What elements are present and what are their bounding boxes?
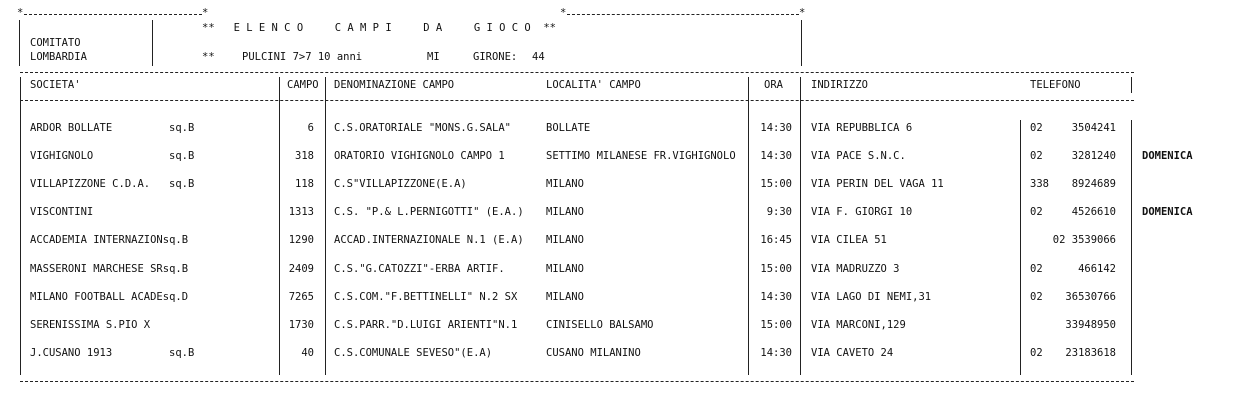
cell-indirizzo: VIA LAGO DI NEMI,31 bbox=[811, 291, 932, 303]
cell-indirizzo: VIA PACE S.N.C. bbox=[811, 150, 906, 162]
cell-ora: 9:30 bbox=[766, 206, 792, 218]
cell-denominazione: C.S."G.CATOZZI"-ERBA ARTIF. bbox=[334, 263, 505, 275]
col-separator-telefono bbox=[1020, 120, 1021, 375]
cell-note: DOMENICA bbox=[1142, 150, 1193, 162]
cell-numero: 3281240 bbox=[1071, 150, 1116, 162]
cell-ora: 15:00 bbox=[760, 178, 792, 190]
cell-prefisso: 338 bbox=[1030, 178, 1049, 190]
cell-ora: 16:45 bbox=[760, 234, 792, 246]
cell-societa: VISCONTINI bbox=[30, 206, 94, 218]
cell-ora: 14:30 bbox=[760, 150, 792, 162]
cell-squadra: sq.B bbox=[169, 122, 195, 134]
cell-campo: 1730 bbox=[288, 319, 314, 331]
cell-indirizzo: VIA CILEA 51 bbox=[811, 234, 887, 246]
cell-squadra: sq.B bbox=[169, 347, 195, 359]
cell-societa: SERENISSIMA S.PIO X bbox=[30, 319, 151, 331]
province: MI bbox=[427, 51, 440, 63]
col-header-localita: LOCALITA' CAMPO bbox=[546, 79, 641, 91]
cell-ora: 14:30 bbox=[760, 122, 792, 134]
header-rule bbox=[24, 14, 202, 15]
cell-campo: 318 bbox=[295, 150, 314, 162]
cell-numero: 36530766 bbox=[1065, 291, 1116, 303]
header-bottom-rule bbox=[20, 100, 1134, 101]
cell-localita: MILANO bbox=[546, 234, 584, 246]
cell-prefisso: 02 bbox=[1030, 347, 1043, 359]
corner-star: * bbox=[799, 7, 806, 19]
cell-localita: MILANO bbox=[546, 291, 584, 303]
category-stars: ** bbox=[202, 51, 215, 63]
col-header-ora: ORA bbox=[764, 79, 783, 91]
cell-campo: 7265 bbox=[288, 291, 314, 303]
cell-localita: MILANO bbox=[546, 263, 584, 275]
cell-localita: CUSANO MILANINO bbox=[546, 347, 641, 359]
header-border-left bbox=[19, 20, 20, 66]
cell-indirizzo: VIA MARCONI,129 bbox=[811, 319, 906, 331]
col-header-campo: CAMPO bbox=[287, 79, 319, 91]
girone-label: GIRONE: bbox=[473, 51, 518, 63]
cell-denominazione: C.S.COMUNALE SEVESO"(E.A) bbox=[334, 347, 493, 359]
header-border-right bbox=[801, 20, 802, 66]
header-divider bbox=[152, 20, 153, 66]
cell-denominazione: ACCAD.INTERNAZIONALE N.1 (E.A) bbox=[334, 234, 524, 246]
cell-prefisso: 02 bbox=[1030, 122, 1043, 134]
cell-numero: 33948950 bbox=[1065, 319, 1116, 331]
cell-localita: BOLLATE bbox=[546, 122, 591, 134]
table-top-rule bbox=[20, 72, 1134, 73]
cell-societa: J.CUSANO 1913 bbox=[30, 347, 113, 359]
cell-denominazione: ORATORIO VIGHIGNOLO CAMPO 1 bbox=[334, 150, 505, 162]
cell-societa: VIGHIGNOLO bbox=[30, 150, 94, 162]
header-rule bbox=[567, 14, 799, 15]
cell-campo: 2409 bbox=[288, 263, 314, 275]
document-title: ** E L E N C O C A M P I D A G I O C O ** bbox=[202, 22, 557, 34]
cell-prefisso: 02 bbox=[1030, 263, 1043, 275]
cell-indirizzo: VIA CAVETO 24 bbox=[811, 347, 894, 359]
col-header-denominazione: DENOMINAZIONE CAMPO bbox=[334, 79, 455, 91]
cell-numero: 3504241 bbox=[1071, 122, 1116, 134]
cell-localita: MILANO bbox=[546, 206, 584, 218]
cell-campo: 118 bbox=[295, 178, 314, 190]
girone-value: 44 bbox=[532, 51, 545, 63]
col-border-right bbox=[1131, 77, 1132, 93]
cell-denominazione: C.S.COM."F.BETTINELLI" N.2 SX bbox=[334, 291, 518, 303]
cell-campo: 1290 bbox=[288, 234, 314, 246]
col-separator-ora bbox=[748, 77, 749, 375]
cell-campo: 40 bbox=[301, 347, 314, 359]
cell-prefisso: 02 bbox=[1030, 206, 1043, 218]
committee-region: LOMBARDIA bbox=[30, 51, 87, 63]
col-header-societa: SOCIETA' bbox=[30, 79, 81, 91]
cell-ora: 15:00 bbox=[760, 319, 792, 331]
cell-ora: 15:00 bbox=[760, 263, 792, 275]
col-separator-campo bbox=[279, 77, 280, 375]
cell-indirizzo: VIA F. GIORGI 10 bbox=[811, 206, 913, 218]
cell-note: DOMENICA bbox=[1142, 206, 1193, 218]
cell-denominazione: C.S. "P.& L.PERNIGOTTI" (E.A.) bbox=[334, 206, 524, 218]
cell-prefisso: 02 bbox=[1030, 291, 1043, 303]
cell-indirizzo: VIA REPUBBLICA 6 bbox=[811, 122, 913, 134]
category: PULCINI 7>7 10 anni bbox=[242, 51, 363, 63]
cell-campo: 1313 bbox=[288, 206, 314, 218]
cell-numero: 8924689 bbox=[1071, 178, 1116, 190]
corner-star: * bbox=[560, 7, 567, 19]
cell-localita: CINISELLO BALSAMO bbox=[546, 319, 654, 331]
table-bottom-rule bbox=[20, 381, 1134, 382]
cell-societa: VILLAPIZZONE C.D.A. bbox=[30, 178, 151, 190]
col-header-telefono: TELEFONO bbox=[1030, 79, 1081, 91]
cell-localita: SETTIMO MILANESE FR.VIGHIGNOLO bbox=[546, 150, 736, 162]
cell-prefisso: 02 bbox=[1030, 150, 1043, 162]
col-border-right bbox=[1131, 120, 1132, 375]
cell-squadra: sq.B bbox=[169, 178, 195, 190]
cell-societa: MASSERONI MARCHESE SRsq.B bbox=[30, 263, 189, 275]
cell-numero: 02 3539066 bbox=[1052, 234, 1116, 246]
col-separator-denominazione bbox=[325, 77, 326, 375]
cell-denominazione: C.S.ORATORIALE "MONS.G.SALA" bbox=[334, 122, 512, 134]
cell-campo: 6 bbox=[307, 122, 314, 134]
cell-denominazione: C.S.PARR."D.LUIGI ARIENTI"N.1 bbox=[334, 319, 518, 331]
cell-numero: 4526610 bbox=[1071, 206, 1116, 218]
cell-denominazione: C.S"VILLAPIZZONE(E.A) bbox=[334, 178, 467, 190]
committee-label: COMITATO bbox=[30, 37, 81, 49]
cell-societa: ARDOR BOLLATE bbox=[30, 122, 113, 134]
cell-indirizzo: VIA PERIN DEL VAGA 11 bbox=[811, 178, 944, 190]
corner-star: * bbox=[17, 7, 24, 19]
cell-societa: ACCADEMIA INTERNAZIONsq.B bbox=[30, 234, 189, 246]
cell-squadra: sq.B bbox=[169, 150, 195, 162]
cell-ora: 14:30 bbox=[760, 347, 792, 359]
cell-localita: MILANO bbox=[546, 178, 584, 190]
col-separator-indirizzo bbox=[800, 77, 801, 375]
cell-numero: 23183618 bbox=[1065, 347, 1116, 359]
cell-ora: 14:30 bbox=[760, 291, 792, 303]
cell-numero: 466142 bbox=[1078, 263, 1116, 275]
col-border-left bbox=[20, 77, 21, 375]
col-header-indirizzo: INDIRIZZO bbox=[811, 79, 868, 91]
corner-star: * bbox=[202, 7, 209, 19]
cell-societa: MILANO FOOTBALL ACADEsq.D bbox=[30, 291, 189, 303]
cell-indirizzo: VIA MADRUZZO 3 bbox=[811, 263, 900, 275]
